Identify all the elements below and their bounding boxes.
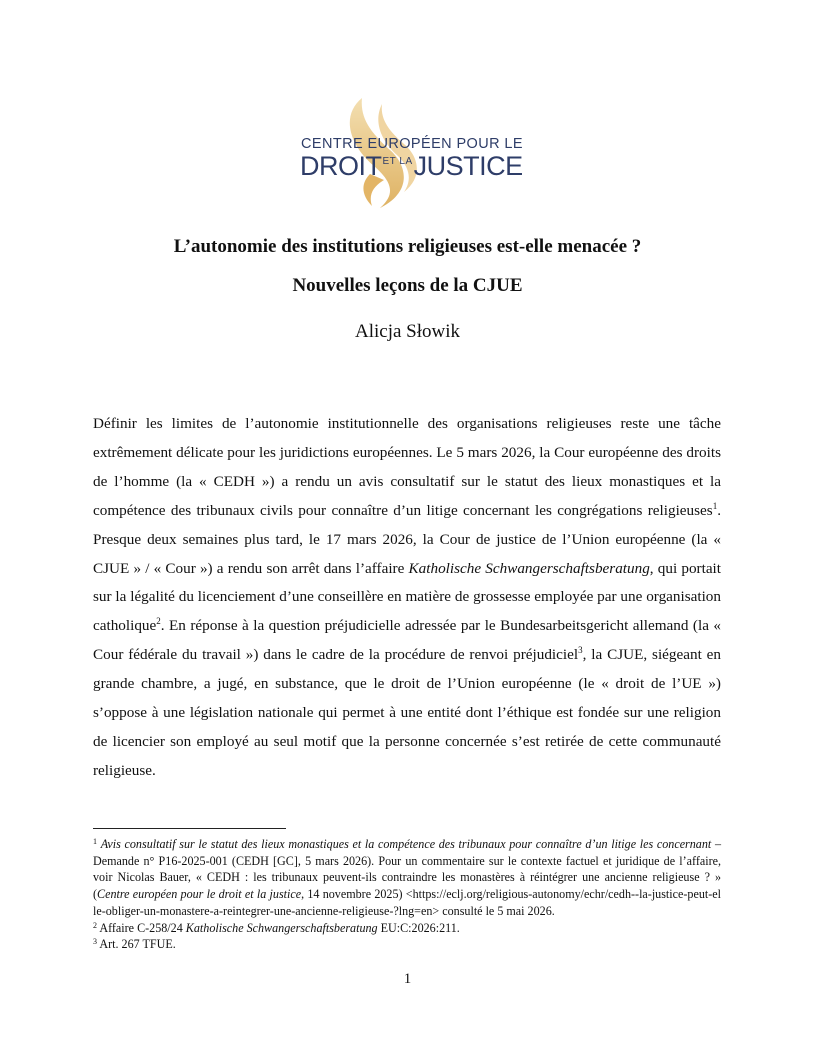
footnote-number: 1 — [93, 837, 97, 846]
footnote-italic: Centre européen pour le droit et la justice — [97, 887, 302, 902]
footnote-ref-1[interactable]: 1 — [712, 500, 718, 511]
logo-justice: JUSTICE — [413, 151, 523, 181]
body-text-segment: , qui portait sur la légalité du licenciement d’une conseillère en matière de grossesse employée par une organisation catholique — [93, 559, 721, 635]
page-number: 1 — [403, 971, 412, 987]
footnote-text: Art. 267 TFUE. — [97, 937, 176, 952]
footnote-italic: Katholische Schwangerschaftsberatung — [185, 920, 378, 935]
logo-wordmark — [300, 151, 523, 182]
footnote-ref-2[interactable]: 2 — [156, 616, 161, 627]
footnote-number: 3 — [93, 937, 97, 947]
author-name: Alicja Słowik — [354, 321, 461, 342]
footnote-text: Affaire C-258/24 — [97, 920, 186, 935]
body-text-segment: . Presque deux semaines plus tard, le 17 mars 2026, la Cour de justice de l’Union européenne (la « CJUE » / « Cour ») a rendu son arrêt dans l’affaire — [93, 501, 721, 577]
footnote-number: 2 — [93, 920, 97, 930]
body-text-segment: , la CJUE, siégeant en grande chambre, a jugé, en substance, que le droit de l’Union européenne (le « droit de l’UE ») s’oppose à une législation nationale qui permet à une entité dont l’éthique est fondée sur une religion de licencier son employé au seul motif que la personne concernée s’est retirée de cette communauté religieuse. — [93, 646, 722, 779]
body-text-segment: . En réponse à la question préjudicielle adressée par le Bundesarbeitsgericht allemand (la « Cour fédérale du travail ») dans le cadre de la procédure de renvoi préjudiciel — [93, 617, 721, 664]
logo-et-la: ET LA — [382, 156, 413, 167]
footnotes — [93, 836, 721, 953]
footnote-link-text[interactable]: , 14 novembre 2025) <https://eclj.org/religious-autonomy/echr/cedh--la-justice-peut-elle-obliger-un-monastere-a-reintegrer-une-ancienne-religieuse-?lng=en> consulté le 5 mai 2026. — [93, 887, 721, 918]
footnote-ref-3[interactable]: 3 — [578, 645, 583, 656]
logo-droit: DROIT — [300, 151, 382, 181]
footnote-3 — [93, 936, 721, 953]
footnote-2 — [93, 920, 721, 937]
footnote-separator — [93, 828, 286, 829]
logo-subtitle: CENTRE EUROPÉEN POUR LE — [301, 136, 523, 152]
case-name: Katholische Schwangerschaftsberatung — [408, 559, 650, 577]
footnote-italic: Avis consultatif sur le statut des lieux monastiques et la compétence des tribunaux pour connaître d’un litige les concernant — [100, 837, 712, 851]
footnote-1 — [93, 836, 721, 920]
footnote-text: EU:C:2026:211. — [377, 920, 460, 935]
footnote-text: – Demande n° P16-2025-001 (CEDH [GC], 5 mars 2026). Pour un commentaire sur le contexte factuel et juridique de l’affaire, voir Nicolas Bauer, « CEDH : les tribunaux peuvent-ils contraindre les monastères à réintégrer une ancienne religieuse ? » ( — [93, 837, 721, 902]
document-subtitle: Nouvelles leçons de la CJUE — [292, 275, 523, 296]
eclj-logo — [300, 96, 523, 211]
body-paragraph — [93, 410, 721, 786]
body-text-segment: Définir les limites de l’autonomie institutionnelle des organisations religieuses reste une tâche extrêmement délicate pour les juridictions européennes. Le 5 mars 2026, la Cour européenne des droits de l’homme (la « CEDH ») a rendu un avis consultatif sur le statut des lieux monastiques et la compétence des tribunaux civils pour connaître d’un litige concernant les congrégations religieuses — [93, 415, 721, 519]
document-title: L’autonomie des institutions religieuses est-elle menacée ? — [173, 236, 642, 257]
